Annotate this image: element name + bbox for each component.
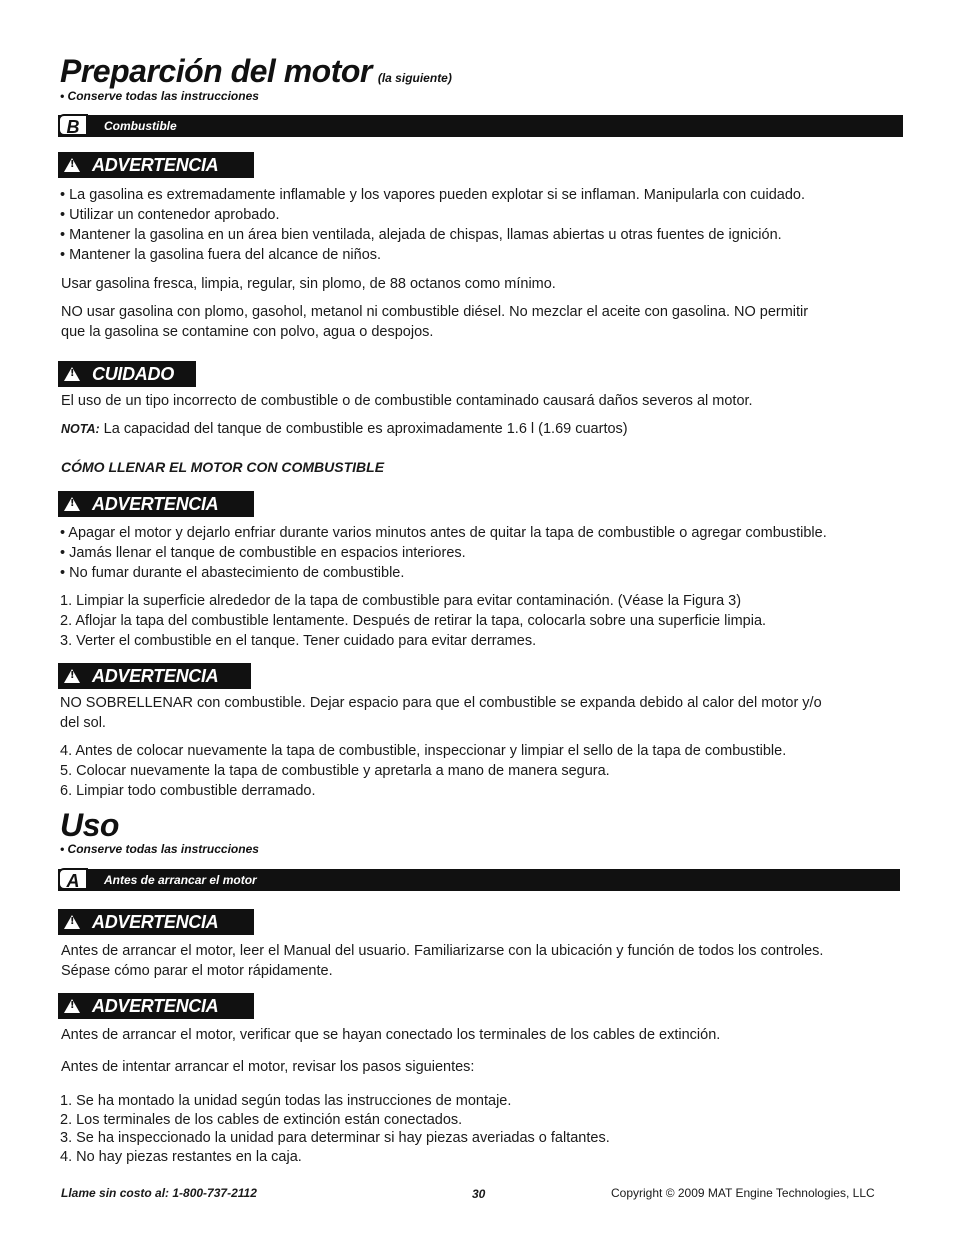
caution-text: El uso de un tipo incorrecto de combustible o de combustible contaminado causará daños severos al motor. xyxy=(61,393,753,409)
text-line: Sépase cómo parar el motor rápidamente. xyxy=(61,963,333,979)
fill-steps-2 xyxy=(60,741,940,801)
step: 4. Antes de colocar nuevamente la tapa de combustible, inspeccionar y limpiar el sello de la tapa de combustible. xyxy=(60,743,787,759)
section-a-bar xyxy=(58,869,900,891)
keep-instructions-note: • Conserve todas las instrucciones xyxy=(60,842,259,856)
footer-copyright: Copyright © 2009 MAT Engine Technologies, LLC xyxy=(611,1186,875,1200)
fill-steps-1 xyxy=(60,591,940,651)
section-b-label: Combustible xyxy=(104,119,177,133)
fuel-requirement-text: Usar gasolina fresca, limpia, regular, sin plomo, de 88 octanos como mínimo. xyxy=(61,276,556,292)
page-title xyxy=(60,55,452,87)
bullet: • Apagar el motor y dejarlo enfriar durante varios minutos antes de quitar la tapa de combustible o agregar combustible. xyxy=(60,525,827,541)
bullet: • Jamás llenar el tanque de combustible en espacios interiores. xyxy=(60,545,466,561)
step: 1. Limpiar la superficie alrededor de la tapa de combustible para evitar contaminación. (Véase la Figura 3) xyxy=(60,593,742,609)
text-line: Antes de arrancar el motor, leer el Manual del usuario. Familiarizarse con la ubicación y función de todos los controles. xyxy=(61,943,824,959)
page-title-text: Preparción del motor xyxy=(60,53,372,89)
page-number: 30 xyxy=(472,1187,486,1201)
warning-4-text xyxy=(61,941,941,981)
warning-box-5 xyxy=(58,993,254,1019)
warning-triangle-icon xyxy=(64,669,80,683)
warning-triangle-icon xyxy=(64,367,80,381)
bullet: • Mantener la gasolina fuera del alcance de niños. xyxy=(60,247,382,263)
warning-1-bullets xyxy=(60,185,920,265)
text-line: que la gasolina se contamine con polvo, agua o despojos. xyxy=(61,324,434,340)
step: 3. Se ha inspeccionado la unidad para determinar si hay piezas averiadas o faltantes. xyxy=(60,1130,610,1146)
warning-triangle-icon xyxy=(64,497,80,511)
bullet: • Mantener la gasolina en un área bien ventilada, alejada de chispas, llamas abiertas u otras fuentes de ignición. xyxy=(60,227,782,243)
warning-label: ADVERTENCIA xyxy=(92,666,219,686)
warning-triangle-icon xyxy=(64,158,80,172)
text-line: del sol. xyxy=(60,715,106,731)
warning-5-text: Antes de arrancar el motor, verificar que se hayan conectado los terminales de los cables de extinción. xyxy=(61,1027,721,1043)
warning-box-3 xyxy=(58,663,251,689)
step: 2. Los terminales de los cables de extinción están conectados. xyxy=(60,1111,463,1128)
bullet: • No fumar durante el abastecimiento de combustible. xyxy=(60,565,405,581)
warning-triangle-icon xyxy=(64,915,80,929)
caution-box xyxy=(58,361,196,387)
bullet: • La gasolina es extremadamente inflamable y los vapores pueden explotar si se inflaman. Manipularla con cuidado. xyxy=(60,187,806,203)
overfill-warning-text xyxy=(60,693,940,733)
nota-line xyxy=(61,419,921,439)
section-b-letter: B xyxy=(58,114,88,136)
warning-2-bullets xyxy=(60,523,940,583)
warning-box-2 xyxy=(58,491,254,517)
page-title-sub: (la siguiente) xyxy=(377,71,452,85)
step: 3. Verter el combustible en el tanque. Tener cuidado para evitar derrames. xyxy=(60,633,537,649)
warning-box-1 xyxy=(58,152,254,178)
fill-heading: CÓMO LLENAR EL MOTOR CON COMBUSTIBLE xyxy=(61,459,385,475)
nota-label: NOTA: xyxy=(61,422,100,436)
step: 4. No hay piezas restantes en la caja. xyxy=(60,1148,302,1165)
step: 2. Aflojar la tapa del combustible lentamente. Después de retirar la tapa, colocarla sobre una superficie limpia. xyxy=(60,613,767,629)
warning-label: ADVERTENCIA xyxy=(92,494,219,514)
warning-label: ADVERTENCIA xyxy=(92,912,219,932)
warning-box-4 xyxy=(58,909,254,935)
footer-phone: Llame sin costo al: 1-800-737-2112 xyxy=(61,1186,257,1200)
step: 1. Se ha montado la unidad según todas las instrucciones de montaje. xyxy=(60,1093,512,1109)
warning-triangle-icon xyxy=(64,999,80,1013)
uso-title: Uso xyxy=(60,807,119,843)
text-line: NO SOBRELLENAR con combustible. Dejar espacio para que el combustible se expanda debido al calor del motor y/o xyxy=(60,695,822,711)
step: 5. Colocar nuevamente la tapa de combustible y apretarla a mano de manera segura. xyxy=(60,763,610,779)
section-a-letter: A xyxy=(58,868,88,890)
section-b-bar xyxy=(58,115,903,137)
warning-label: ADVERTENCIA xyxy=(92,996,219,1016)
step: 6. Limpiar todo combustible derramado. xyxy=(60,783,316,799)
fuel-prohibition-text xyxy=(61,302,921,342)
pre-start-intro: Antes de intentar arrancar el motor, revisar los pasos siguientes: xyxy=(61,1059,475,1075)
bullet: • Utilizar un contenedor aprobado. xyxy=(60,207,280,223)
text-line: NO usar gasolina con plomo, gasohol, metanol ni combustible diésel. No mezclar el aceite con gasolina. NO permitir xyxy=(61,304,809,320)
section-a-label: Antes de arrancar el motor xyxy=(104,873,257,887)
warning-label: ADVERTENCIA xyxy=(92,155,219,175)
keep-instructions-note: • Conserve todas las instrucciones xyxy=(60,89,259,103)
caution-label: CUIDADO xyxy=(92,364,174,384)
nota-text: La capacidad del tanque de combustible es aproximadamente 1.6 l (1.69 cuartos) xyxy=(99,421,628,437)
pre-start-steps xyxy=(60,1092,940,1166)
